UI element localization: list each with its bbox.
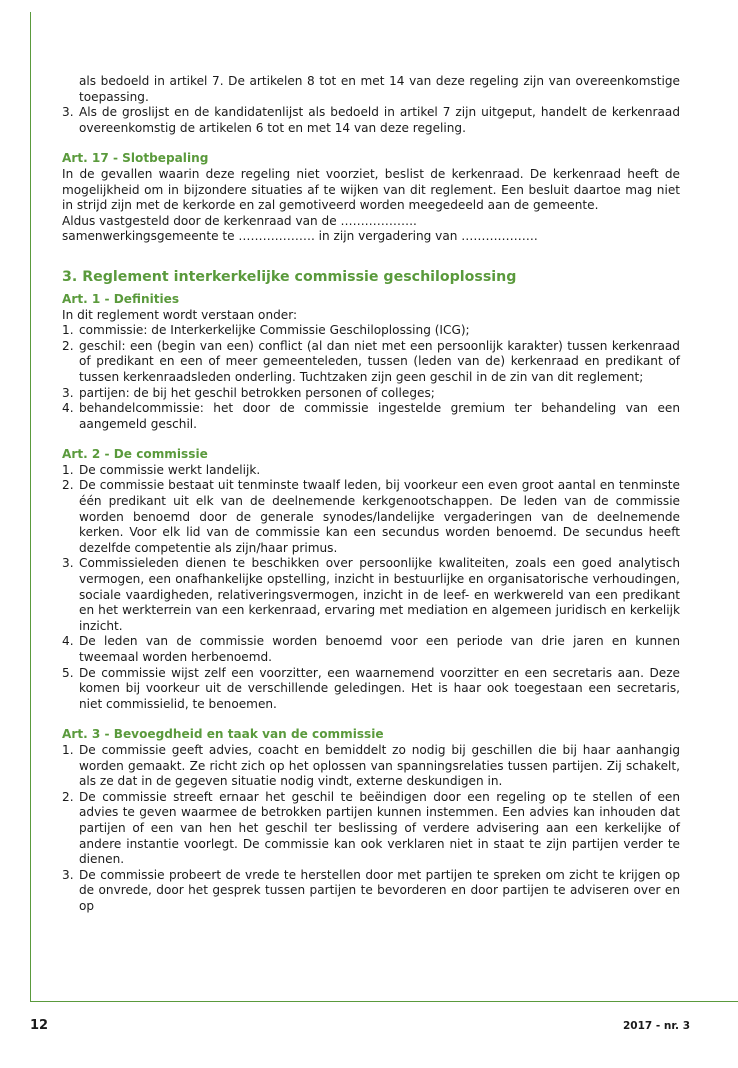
list-item (62, 463, 680, 479)
article-heading-17: Art. 17 - Slotbepaling (62, 151, 209, 166)
article-1-intro: In dit reglement wordt verstaan onder: (62, 307, 298, 322)
list-text: behandelcommissie: het door de commissie ingestelde gremium ter behandeling van een aangemeld geschil. (79, 401, 680, 431)
list-number: 4. (62, 634, 74, 649)
list-text: geschil: een (begin van een) conflict (al dan niet met een persoonlijk karakter) tussen kerkenraad of predikant en een of meer gemeenteleden, tussen (leden van de) kerkenraad en predikant of tussen kerkenraadsleden onderling. Tuchtzaken zijn geen geschil in de zin van dit reglement; (79, 338, 680, 384)
list-item (62, 105, 680, 136)
section-title: 3. Reglement interkerkelijke commissie geschiloplossing (62, 268, 517, 285)
list-text: De commissie streeft ernaar het geschil te beëindigen door een regeling op te stellen of een advies te geven waarmee de betrokken partijen kunnen instemmen. Een advies kan inhouden dat partijen of een van hen het geschil ter beslissing of verdere advisering aan een kerkelijke of andere instantie voorlegt. De commissie kan ook verklaren niet in staat te zijn partijen verder te dienen. (79, 789, 680, 867)
list-item (62, 868, 680, 915)
list-item (62, 339, 680, 386)
issue-label: 2017 - nr. 3 (623, 1020, 690, 1032)
list-item (62, 401, 680, 432)
continued-list (62, 105, 680, 136)
list-text: De commissie wijst zelf een voorzitter, een waarnemend voorzitter en een secretaris aan. Deze komen bij voorkeur uit de verschillende geledingen. Het is haar ook toegestaan een secretaris, niet commissielid, te benoemen. (79, 665, 680, 711)
list-text: De leden van de commissie worden benoemd voor een periode van drie jaren en kunnen tweemaal worden herbenoemd. (79, 634, 680, 664)
list-text: De commissie bestaat uit tenminste twaalf leden, bij voorkeur een even groot aantal en tenminste één predikant uit elk van de deelnemende kerkgenootschappen. De leden van de commissie worden benoemd door de generale synodes/landelijke vergaderingen van de deelnemende kerken. Voor elk lid van de commissie kan een secundus worden benoemd. De secundus heeft dezelfde competentie als zijn/haar primus. (79, 478, 680, 555)
list-item (62, 634, 680, 665)
continued-paragraph: als bedoeld in artikel 7. De artikelen 8 tot en met 14 van deze regeling zijn van overeenkomstige toepassing. (79, 74, 680, 104)
article-17-line-2: Aldus vastgesteld door de kerkenraad van de ………………. (62, 213, 417, 228)
list-text: Commissieleden dienen te beschikken over persoonlijke kwaliteiten, zoals een goed analytisch vermogen, een onafhankelijke opstelling, inzicht in bestuurlijke en organisatorische verhoudingen, sociale vaardigheden, relativeringsvermogen, inzicht in de leef- en werkwereld van een predikant en het werkterrein van een kerkenraad, ervaring met mediation en algemeen juridisch en kerkelijk inzicht. (79, 556, 680, 633)
footer-rule (30, 1001, 738, 1002)
list-item (62, 478, 680, 556)
article-1-list (62, 323, 680, 432)
list-item (62, 666, 680, 713)
list-number: 1. (62, 742, 74, 757)
article-17-line-3: samenwerkingsgemeente te ………………. in zijn vergadering van ………………. (62, 229, 538, 244)
list-number: 2. (62, 478, 74, 493)
list-number: 3. (62, 867, 74, 882)
list-text: De commissie werkt landelijk. (79, 462, 261, 477)
article-17-text: In de gevallen waarin deze regeling niet voorziet, beslist de kerkenraad. De kerkenraad heeft de mogelijkheid om in bijzondere situaties af te wijken van dit reglement. Een besluit daartoe mag niet in strijd zijn met de kerkorde en zal gemotiveerd worden meegedeeld aan de gemeente. (62, 166, 680, 213)
list-item (62, 790, 680, 868)
list-item (62, 323, 680, 339)
list-number: 1. (62, 462, 74, 477)
list-number: 1. (62, 323, 74, 338)
list-text: De commissie probeert de vrede te herstellen door met partijen te spreken om zicht te krijgen op de onvrede, door het gesprek tussen partijen te bevorderen en door partijen te adviseren over en op (79, 867, 680, 913)
page-number: 12 (30, 1018, 49, 1033)
list-number: 2. (62, 789, 74, 804)
list-number: 4. (62, 401, 74, 416)
page-body (62, 74, 680, 915)
list-number: 3. (62, 385, 74, 400)
list-number: 3. (62, 105, 74, 120)
list-item (62, 556, 680, 634)
article-heading-3: Art. 3 - Bevoegdheid en taak van de commissie (62, 727, 384, 742)
list-item (62, 743, 680, 790)
article-2-list (62, 463, 680, 713)
article-heading-1: Art. 1 - Definities (62, 291, 180, 306)
article-3-list (62, 743, 680, 915)
list-number: 2. (62, 338, 74, 353)
list-number: 3. (62, 556, 74, 571)
left-margin-rule (30, 12, 31, 1002)
article-heading-2: Art. 2 - De commissie (62, 447, 208, 462)
list-text: Als de groslijst en de kandidatenlijst als bedoeld in artikel 7 zijn uitgeput, handelt de kerkenraad overeenkomstig de artikelen 6 tot en met 14 van deze regeling. (79, 105, 680, 135)
list-number: 5. (62, 665, 74, 680)
list-text: partijen: de bij het geschil betrokken personen of colleges; (79, 385, 435, 400)
list-text: De commissie geeft advies, coacht en bemiddelt zo nodig bij geschillen die bij haar aanhangig worden gemaakt. Ze richt zich op het oplossen van spanningsrelaties tussen partijen. Zij schakelt, als ze dat in de gegeven situatie nodig vindt, externe deskundigen in. (79, 742, 680, 789)
list-text: commissie: de Interkerkelijke Commissie Geschiloplossing (ICG); (79, 323, 470, 338)
list-item (62, 386, 680, 402)
